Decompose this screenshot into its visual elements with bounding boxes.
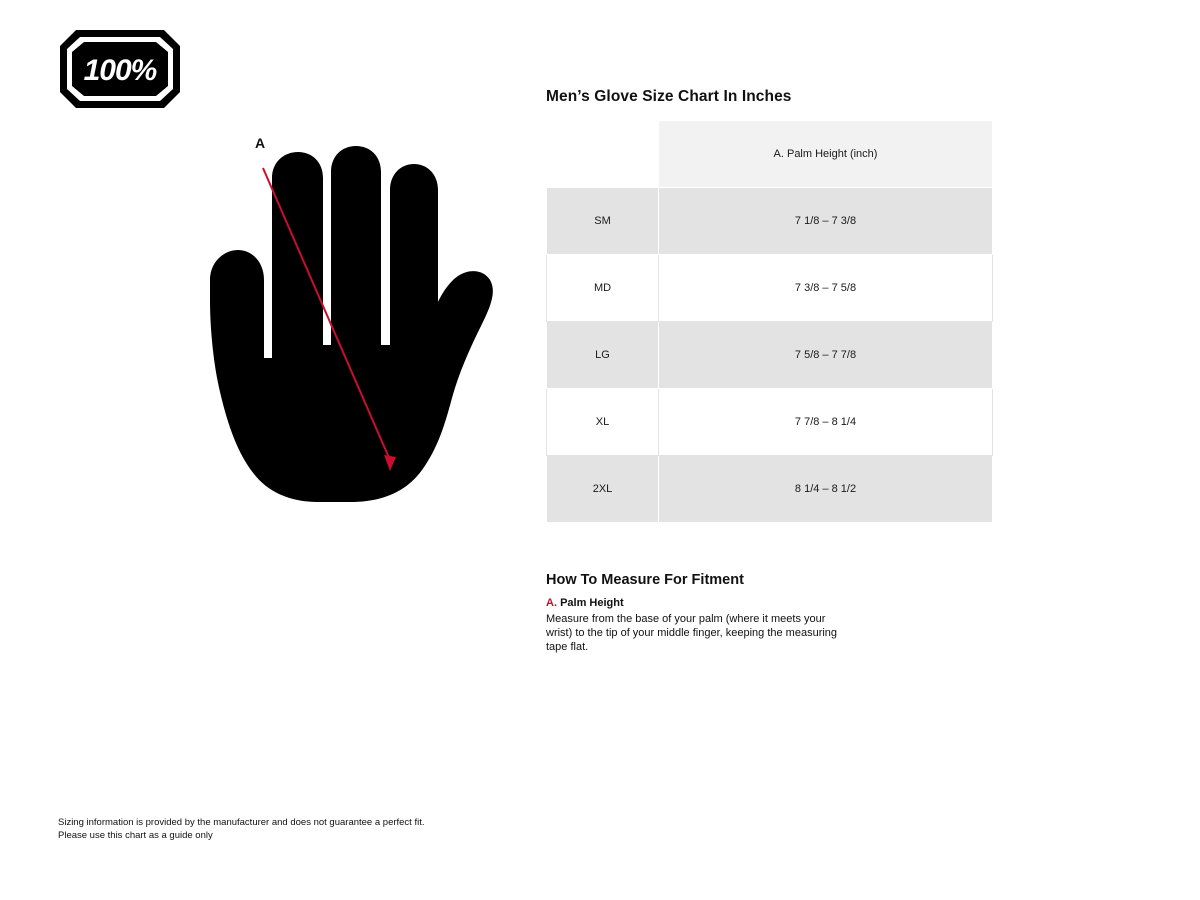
cell-size: 2XL: [547, 455, 659, 522]
table-header-row: [547, 121, 993, 188]
measure-marker: A.: [546, 597, 557, 609]
column-header-size: [547, 121, 659, 188]
cell-size: LG: [547, 321, 659, 388]
cell-palm-height: 8 1/4 – 8 1/2: [659, 455, 993, 522]
table-row: [547, 455, 993, 522]
cell-size: XL: [547, 388, 659, 455]
size-chart-table: [546, 120, 993, 523]
hundred-percent-logo: [58, 28, 182, 110]
cell-size: MD: [547, 254, 659, 321]
cell-palm-height: 7 3/8 – 7 5/8: [659, 254, 993, 321]
measure-subtitle-text: Palm Height: [560, 597, 624, 609]
table-row: [547, 187, 993, 254]
how-to-measure-title: How To Measure For Fitment: [546, 572, 744, 588]
cell-palm-height: 7 1/8 – 7 3/8: [659, 187, 993, 254]
svg-text:100%: 100%: [83, 54, 157, 87]
cell-palm-height: 7 5/8 – 7 7/8: [659, 321, 993, 388]
cell-palm-height: 7 7/8 – 8 1/4: [659, 388, 993, 455]
footer-line-1: Sizing information is provided by the manufacturer and does not guarantee a perfect fit.: [58, 817, 425, 828]
column-header-palm-height: A. Palm Height (inch): [659, 121, 993, 188]
page-title: Men’s Glove Size Chart In Inches: [546, 88, 792, 105]
size-chart-section: [546, 88, 992, 523]
measurement-label-a: A: [255, 135, 266, 151]
table-row: [547, 254, 993, 321]
how-to-measure-section: [546, 572, 876, 655]
table-row: [547, 321, 993, 388]
footer-disclaimer: [58, 817, 425, 842]
cell-size: SM: [547, 187, 659, 254]
table-header: [547, 121, 993, 188]
measure-subtitle: [546, 597, 876, 609]
measure-description: Measure from the base of your palm (where it meets your wrist) to the tip of your middle finger, keeping the measuring tape flat.: [546, 613, 838, 654]
footer-line-2: Please use this chart as a guide only: [58, 829, 213, 841]
table-body: [547, 187, 993, 522]
table-row: [547, 388, 993, 455]
hand-diagram: [150, 130, 530, 520]
